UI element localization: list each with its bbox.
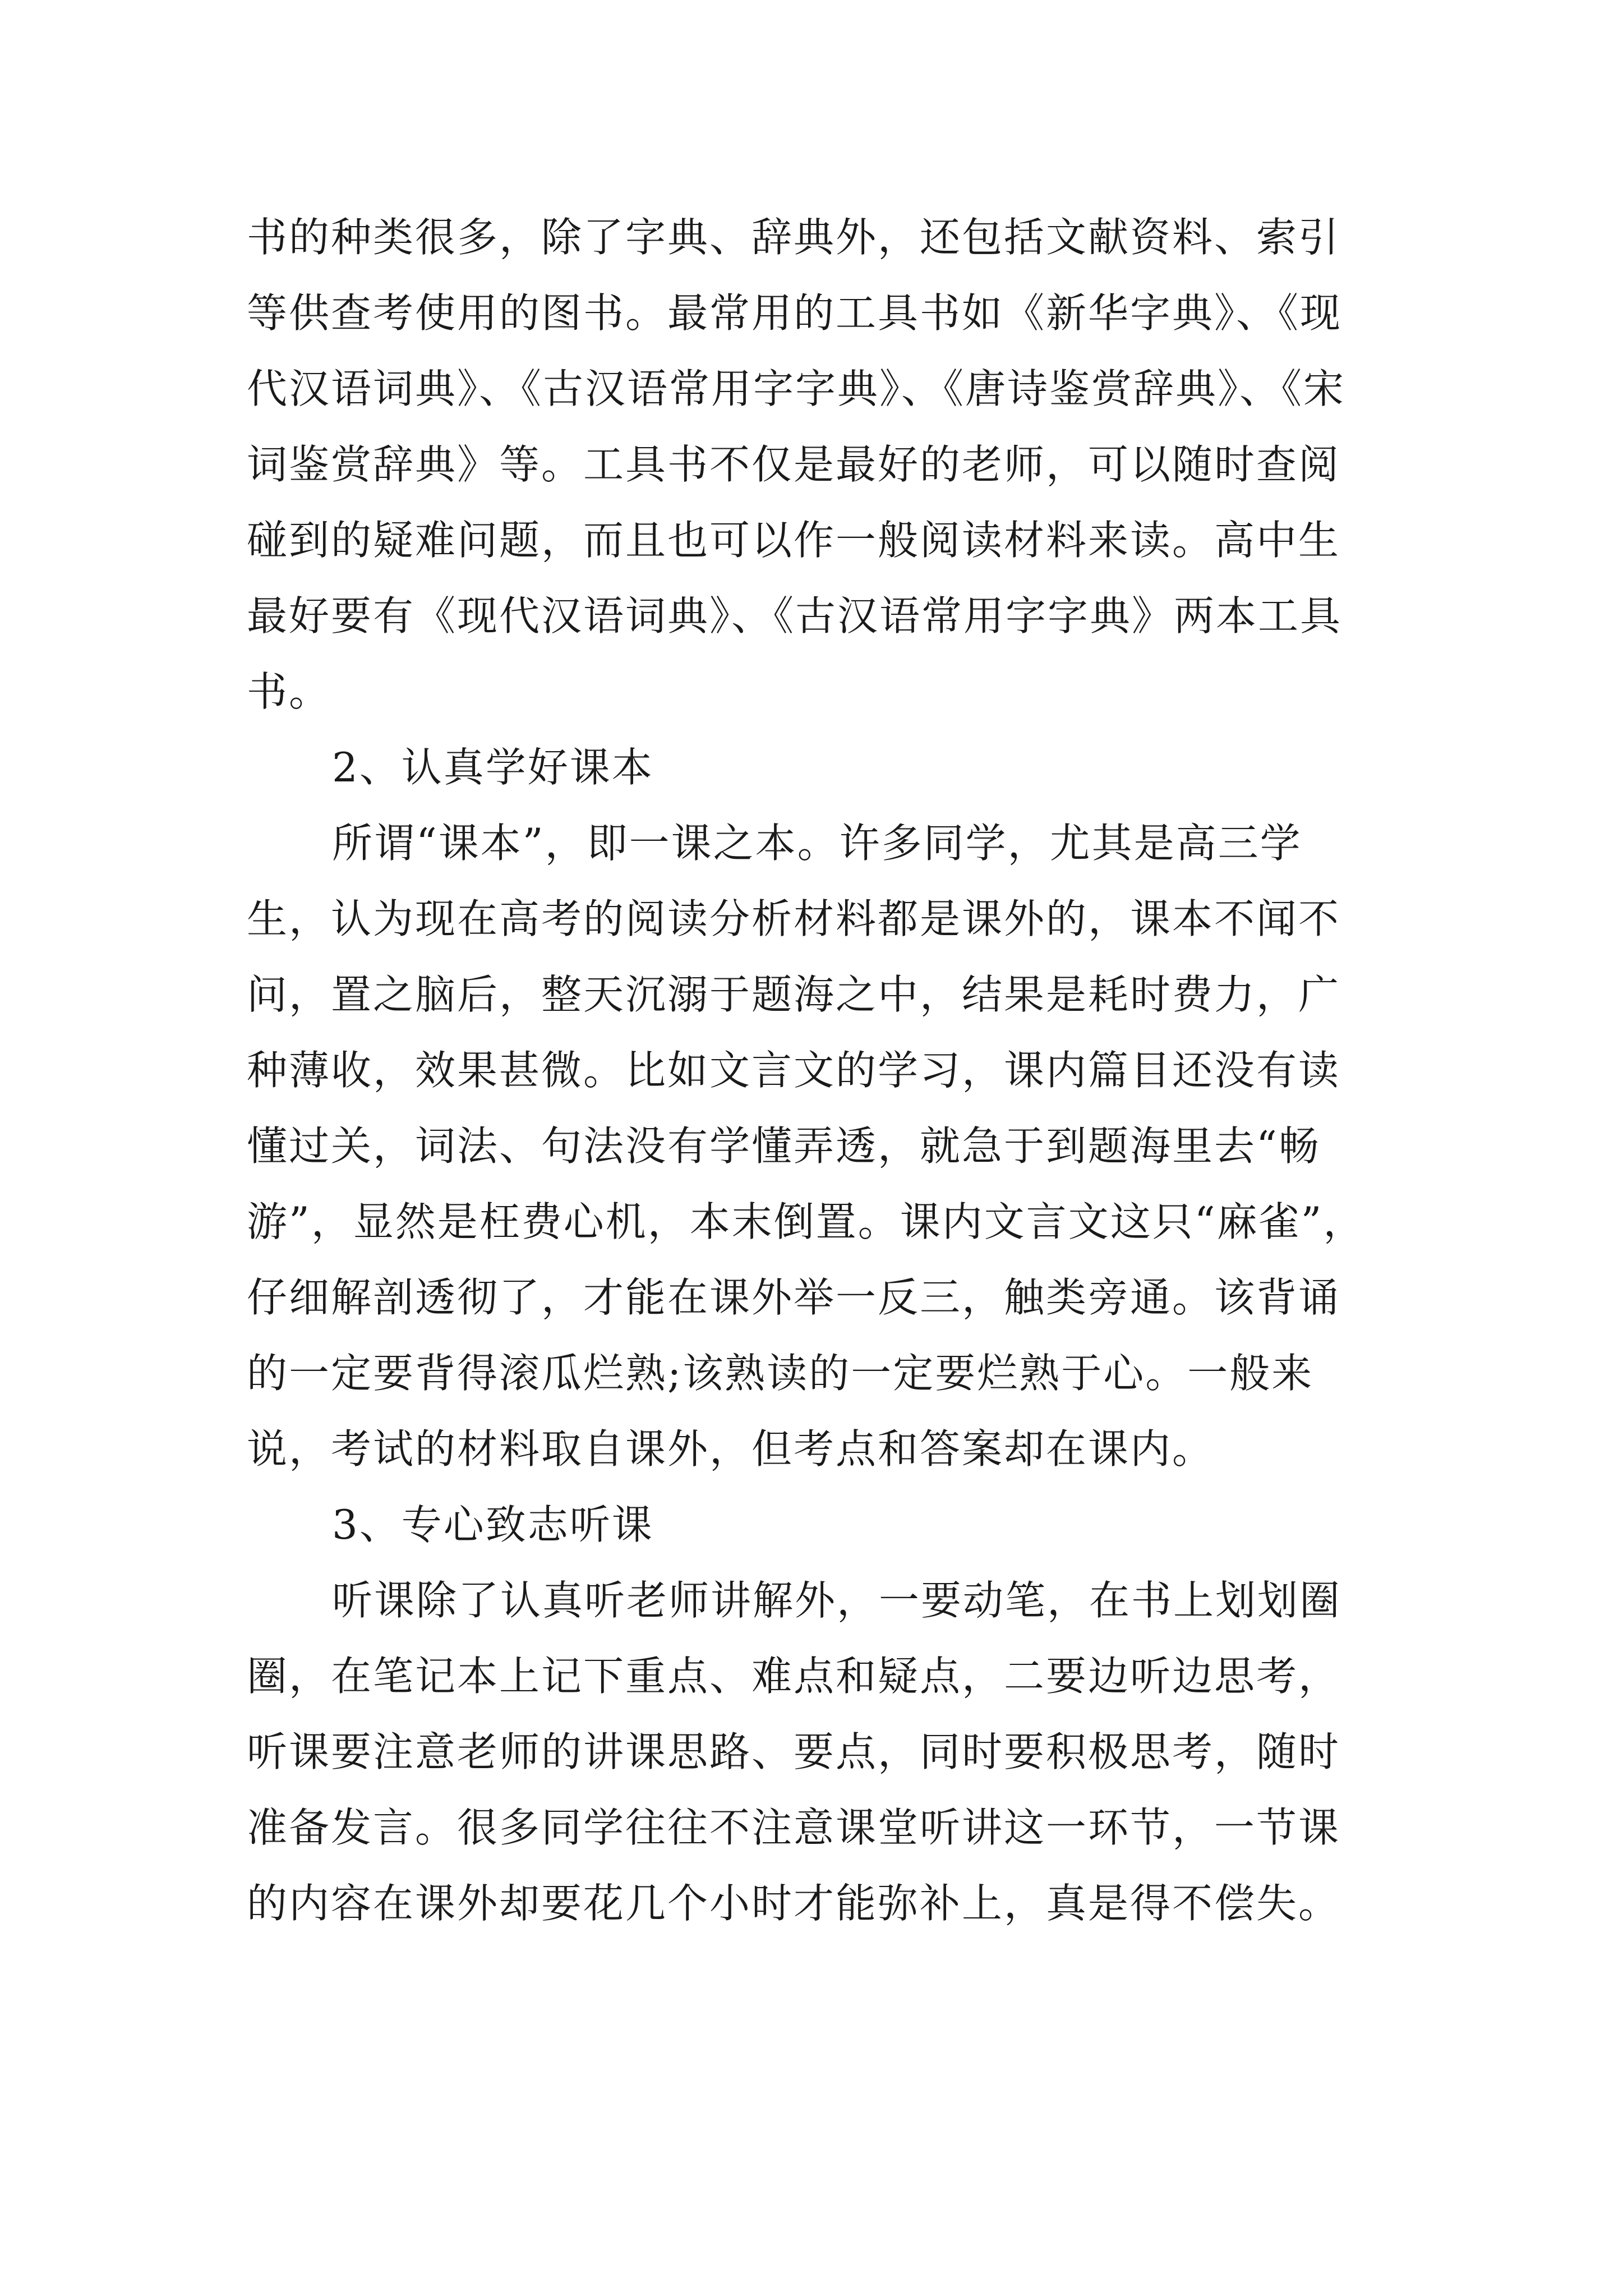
text-line: 仔细解剖透彻了，才能在课外举一反三，触类旁通。该背诵 <box>247 1274 1341 1321</box>
text-line: 代汉语词典》、《古汉语常用字字典》、《唐诗鉴赏辞典》、《宋 <box>247 365 1346 412</box>
text-line: 圈，在笔记本上记下重点、难点和疑点，二要边听边思考， <box>247 1653 1341 1700</box>
text-line: 种薄收，效果甚微。比如文言文的学习，课内篇目还没有读 <box>247 1047 1341 1094</box>
paragraph-first-line: 听课除了认真听老师讲解外，一要动笔，在书上划划圈 <box>332 1577 1342 1624</box>
text-line: 最好要有《现代汉语词典》、《古汉语常用字字典》两本工具 <box>247 592 1343 639</box>
text-line: 的一定要背得滚瓜烂熟;该熟读的一定要烂熟于心。一般来 <box>247 1350 1314 1397</box>
text-line: 问，置之脑后，整天沉溺于题海之中，结果是耗时费力，广 <box>247 971 1341 1018</box>
text-line: 游”，显然是枉费心机，本末倒置。课内文言文这只“麻雀”， <box>247 1198 1366 1245</box>
text-line: 词鉴赏辞典》等。工具书不仅是最好的老师，可以随时查阅 <box>247 441 1341 488</box>
text-line: 等供查考使用的图书。最常用的工具书如《新华字典》、《现 <box>247 289 1343 337</box>
text-line: 听课要注意老师的讲课思路、要点，同时要积极思考，随时 <box>247 1728 1341 1775</box>
text-line: 的内容在课外却要花几个小时才能弥补上，真是得不偿失。 <box>247 1880 1341 1927</box>
text-line: 碰到的疑难问题，而且也可以作一般阅读材料来读。高中生 <box>247 517 1341 564</box>
text-line: 懂过关，词法、句法没有学懂弄透，就急于到题海里去“畅 <box>247 1122 1321 1170</box>
text-line: 准备发言。很多同学往往不注意课堂听讲这一环节，一节课 <box>247 1804 1341 1851</box>
text-line: 书。 <box>247 668 331 715</box>
paragraph-first-line: 所谓“课本”，即一课之本。许多同学，尤其是高三学 <box>332 820 1302 867</box>
text-line: 书的种类很多，除了字典、辞典外，还包括文献资料、索引 <box>247 214 1341 261</box>
text-line: 说，考试的材料取自课外，但考点和答案却在课内。 <box>247 1425 1215 1473</box>
text-line: 生，认为现在高考的阅读分析材料都是课外的，课本不闻不 <box>247 895 1341 942</box>
section-heading: 3、专心致志听课 <box>332 1501 654 1548</box>
section-heading: 2、认真学好课本 <box>332 744 654 791</box>
